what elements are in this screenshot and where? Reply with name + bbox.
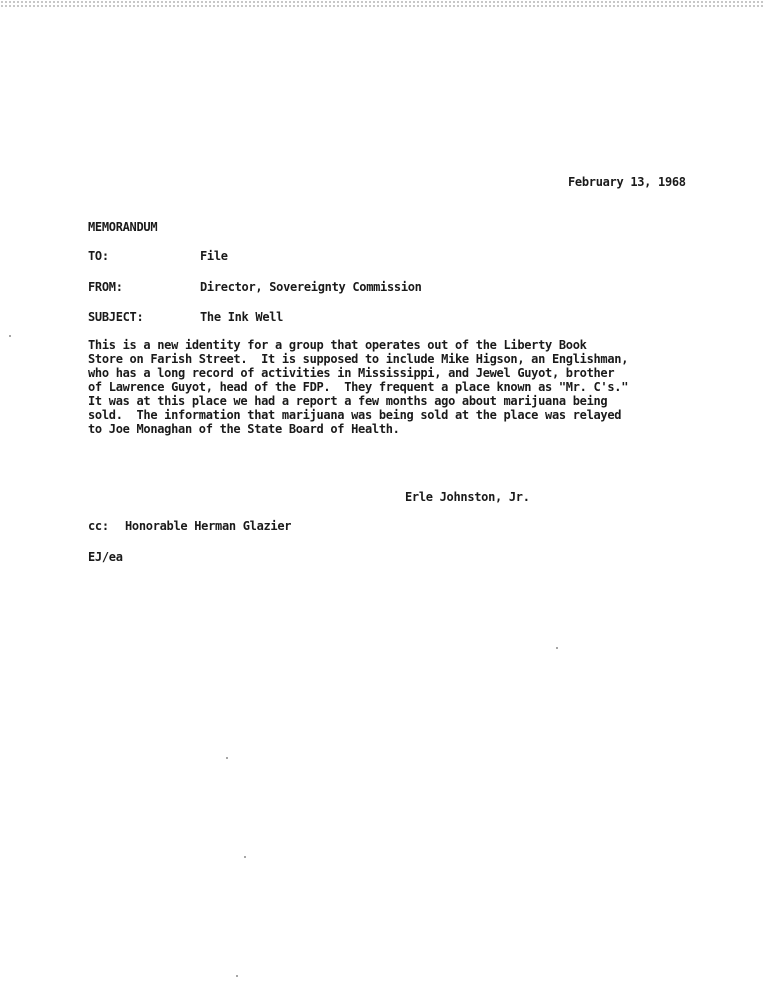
body-line: This is a new identity for a group that operates out of the Liberty Book [88, 338, 587, 352]
from-label: FROM: [88, 280, 123, 294]
body-line: It was at this place we had a report a few months ago about marijuana being [88, 394, 608, 408]
document-type-heading: MEMORANDUM [88, 220, 158, 234]
body-line: to Joe Monaghan of the State Board of Health. [88, 422, 400, 436]
subject-label: SUBJECT: [88, 310, 144, 324]
body-line: sold. The information that marijuana was being sold at the place was relayed [88, 408, 622, 422]
scan-speck [556, 647, 558, 649]
to-value: File [200, 249, 228, 263]
cc-label: cc: [88, 519, 109, 533]
from-value: Director, Sovereignty Commission [200, 280, 422, 294]
body-line: Store on Farish Street. It is supposed to include Mike Higson, an Englishman, [88, 352, 629, 366]
cc-recipient: Honorable Herman Glazier [125, 519, 292, 533]
subject-value: The Ink Well [200, 310, 284, 324]
scan-speck [236, 975, 238, 977]
to-label: TO: [88, 249, 109, 263]
signature-name: Erle Johnston, Jr. [405, 490, 530, 504]
scan-speck [244, 856, 246, 858]
scan-speck [9, 335, 11, 337]
scan-speck [226, 757, 228, 759]
body-line: of Lawrence Guyot, head of the FDP. They frequent a place known as "Mr. C's." [88, 380, 629, 394]
typist-initials: EJ/ea [88, 550, 123, 564]
body-line: who has a long record of activities in Mississippi, and Jewel Guyot, brother [88, 366, 615, 380]
memo-date: February 13, 1968 [568, 175, 686, 189]
